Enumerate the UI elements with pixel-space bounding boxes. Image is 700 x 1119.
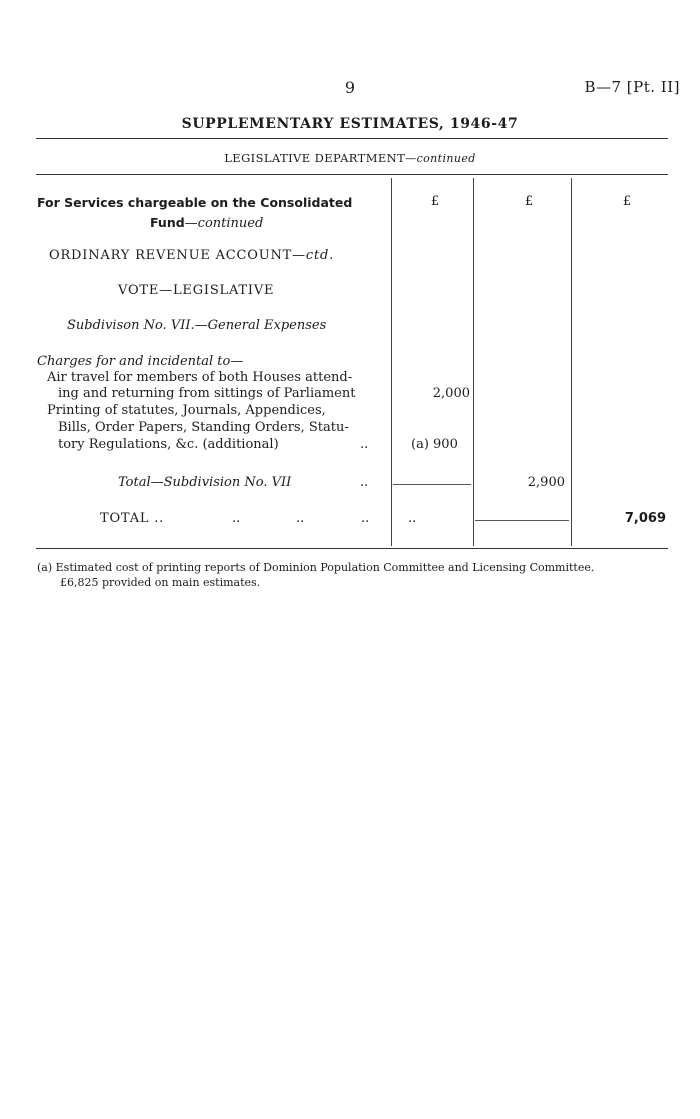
item-2-line-1: Printing of statutes, Journals, Appendices, bbox=[47, 403, 326, 418]
item-1-line-1: Air travel for members of both Houses attend- bbox=[47, 370, 353, 385]
column-divider-1 bbox=[391, 178, 392, 546]
item-2-line-2: Bills, Order Papers, Standing Orders, Statu- bbox=[58, 420, 349, 435]
item-2-amount: (a) 900 bbox=[411, 437, 458, 452]
total-leader-2: .. bbox=[296, 511, 305, 526]
total-leader-1: .. bbox=[232, 511, 241, 526]
grand-total-amount: 7,069 bbox=[624, 511, 666, 526]
item-1-line-2: ing and returning from sittings of Parliament bbox=[58, 386, 356, 401]
department-heading bbox=[0, 151, 700, 165]
table-bottom-rule bbox=[36, 548, 668, 549]
item-2-line-3: tory Regulations, &c. (additional) bbox=[58, 437, 279, 452]
currency-header-col3: £ bbox=[622, 194, 632, 209]
subtotal-leader: .. bbox=[360, 475, 369, 490]
item-2-leader: .. bbox=[360, 437, 369, 452]
currency-header-col2: £ bbox=[524, 194, 534, 209]
vote-heading: VOTE—LEGISLATIVE bbox=[118, 283, 275, 298]
account-suffix: —ctd. bbox=[292, 248, 335, 263]
column-divider-2 bbox=[473, 178, 474, 546]
subtotal-amount: 2,900 bbox=[527, 475, 565, 490]
item-1-amount: 2,000 bbox=[432, 386, 470, 401]
department-name: LEGISLATIVE DEPARTMENT bbox=[224, 151, 406, 165]
charges-heading: Charges for and incidental to— bbox=[37, 354, 244, 369]
department-suffix: —continued bbox=[405, 152, 476, 165]
currency-header-col1: £ bbox=[430, 194, 440, 209]
account-name: ORDINARY REVENUE ACCOUNT bbox=[49, 248, 293, 263]
total-col1-leader: .. bbox=[408, 511, 417, 526]
total-rule bbox=[475, 520, 569, 521]
footnote-line-2: £6,825 provided on main estimates. bbox=[60, 576, 261, 589]
services-heading-line2 bbox=[150, 212, 263, 231]
page-title: SUPPLEMENTARY ESTIMATES, 1946-47 bbox=[181, 116, 519, 132]
total-label: TOTAL .. bbox=[100, 511, 165, 526]
services-heading-line1: For Services chargeable on the Consolidated bbox=[37, 195, 353, 210]
column-divider-3 bbox=[571, 178, 572, 546]
fund-continued: —continued bbox=[184, 216, 264, 231]
account-heading bbox=[49, 248, 334, 263]
footnote-line-1: (a) Estimated cost of printing reports of Dominion Population Committee and Licensing Committee. bbox=[37, 561, 595, 574]
title-rule bbox=[36, 138, 668, 139]
subtotal-label: Total—Subdivision No. VII bbox=[118, 475, 292, 490]
page-number: 9 bbox=[344, 78, 356, 97]
total-leader-3: .. bbox=[361, 511, 370, 526]
subtotal-rule bbox=[393, 484, 471, 485]
table-top-rule bbox=[36, 174, 668, 175]
subdivision-heading: Subdivison No. VII.—General Expenses bbox=[67, 318, 327, 333]
document-reference: B—7 [Pt. II] bbox=[584, 78, 680, 96]
fund-label: Fund bbox=[150, 215, 185, 230]
